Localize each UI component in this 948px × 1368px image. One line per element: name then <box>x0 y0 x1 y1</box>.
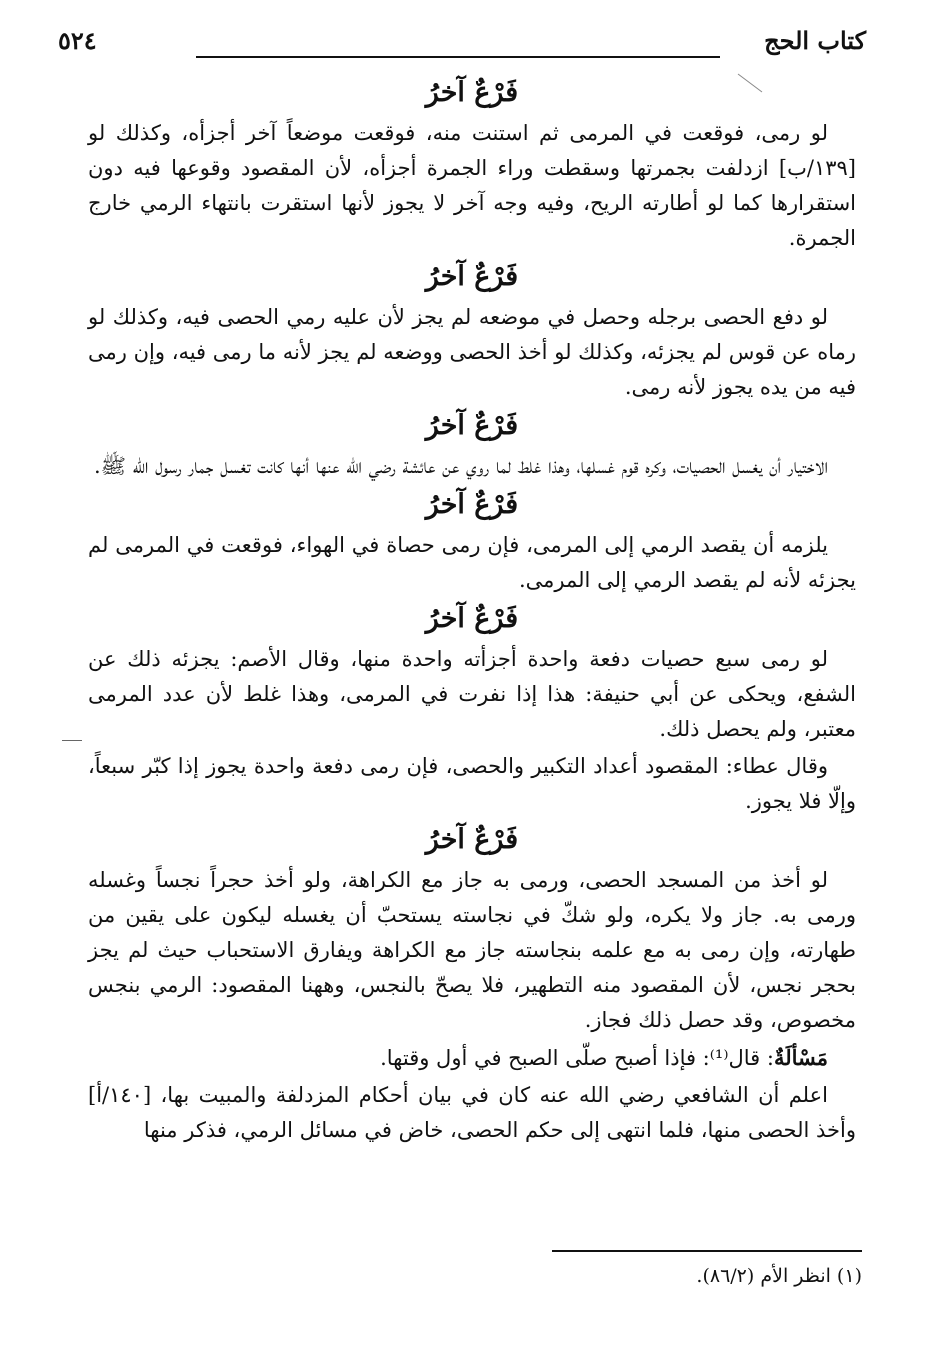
section-heading: فَرْعٌ آخرُ <box>425 603 519 634</box>
section-heading: فَرْعٌ آخرُ <box>425 410 519 441</box>
section-paragraph: الاختيار أن يغسل الحصيات، وكره قوم غسلها، وهذا غلط لما روي عن عائشة رضي الله عنها أنها كانت تغسل جمار رسول الله ﷺ. <box>93 454 828 478</box>
section-4 <box>88 486 856 598</box>
section-paragraph: لو دفع الحصى برجله وحصل في موضعه لم يجز لأن عليه رمي الحصى فيه، وكذلك لو رماه عن قوس لم يجزئه، وكذلك لو أخذ الحصى ووضعه لم يجز لأنه ما رمى فيه، وإن رمى فيه من يده يجوز لأنه رمى. <box>88 305 856 399</box>
masala-label: مَسْألَةٌ <box>773 1045 828 1070</box>
footnote: (١) انظر الأم (٨٦/٢). <box>696 1265 862 1287</box>
running-title: كتاب الحج <box>764 26 866 55</box>
masala-paragraph <box>88 1040 856 1076</box>
section-heading: فَرْعٌ آخرُ <box>425 77 519 108</box>
section-3 <box>88 407 856 484</box>
section-2 <box>88 258 856 405</box>
section-paragraph: يلزمه أن يقصد الرمي إلى المرمى، فإن رمى حصاة في الهواء، فوقعت في المرمى لم يجزئه لأنه لم يقصد الرمي إلى المرمى. <box>88 533 856 592</box>
page-header <box>58 18 866 62</box>
closing-paragraph: اعلم أن الشافعي رضي الله عنه كان في بيان أحكام المزدلفة والمبيت بها، [١٤٠/أ] وأخذ الحصى منها، فلما انتهى إلى حكم الحصى، خاض في مسائل الرمي، فذكر منها <box>88 1083 856 1142</box>
section-heading: فَرْعٌ آخرُ <box>425 489 519 520</box>
section-1 <box>88 74 856 256</box>
section-paragraph: لو أخذ من المسجد الحصى، ورمى به جاز مع الكراهة، ولو أخذ حجراً نجساً وغسله ورمى به. جاز ولا يكره، ولو شكّ في نجاسته يستحبّ أن يغسله ليكون على يقين من طهارته، وإن رمى به مع علمه بنجاسته جاز مع الكراهة ويفارق الاستحباب حيث لم يجز بحجر نجس، لأن المقصود منه التطهير، فلا يصحّ بالنجس، وههنا المقصود: الرمي بنجس مخصوص، وقد حصل ذلك فجاز. <box>88 868 856 1032</box>
section-paragraph: وقال عطاء: المقصود أعداد التكبير والحصى، فإن رمى دفعة واحدة يجوز إذا كبّر سبعاً، وإلّا فلا يجوز. <box>88 754 856 813</box>
masala-text: : قال⁽¹⁾: فإذا أصبح صلّى الصبح في أول وقتها. <box>380 1046 774 1070</box>
header-rule <box>196 56 720 58</box>
section-6 <box>88 821 856 1038</box>
footnote-rule <box>552 1250 862 1252</box>
body-text <box>88 74 856 1150</box>
section-heading: فَرْعٌ آخرُ <box>425 824 519 855</box>
section-paragraph: لو رمى سبع حصيات دفعة واحدة أجزأته واحدة منها، وقال الأصم: يجزئه ذلك عن الشفع، ويحكى عن أبي حنيفة: هذا إذا نفرت في المرمى، وهذا غلط لأن عدد المرمى معتبر، ولم يحصل ذلك. <box>88 647 856 741</box>
section-5 <box>88 600 856 819</box>
section-heading: فَرْعٌ آخرُ <box>425 261 519 292</box>
page-number: ٥٢٤ <box>58 26 97 55</box>
margin-mark <box>62 740 82 741</box>
section-paragraph: لو رمى، فوقعت في المرمى ثم استنت منه، فوقعت موضعاً آخر أجزأه، وكذلك لو [١٣٩/ب] ازدلفت بجمرتها وسقطت وراء الجمرة أجزأه، لأن المقصود وقوعها فيه دون استقرارها كما لو أطارته الريح، وفيه وجه آخر لا يجوز لأنها استقرت بانتهاء الرمي خارج الجمرة. <box>88 121 856 250</box>
